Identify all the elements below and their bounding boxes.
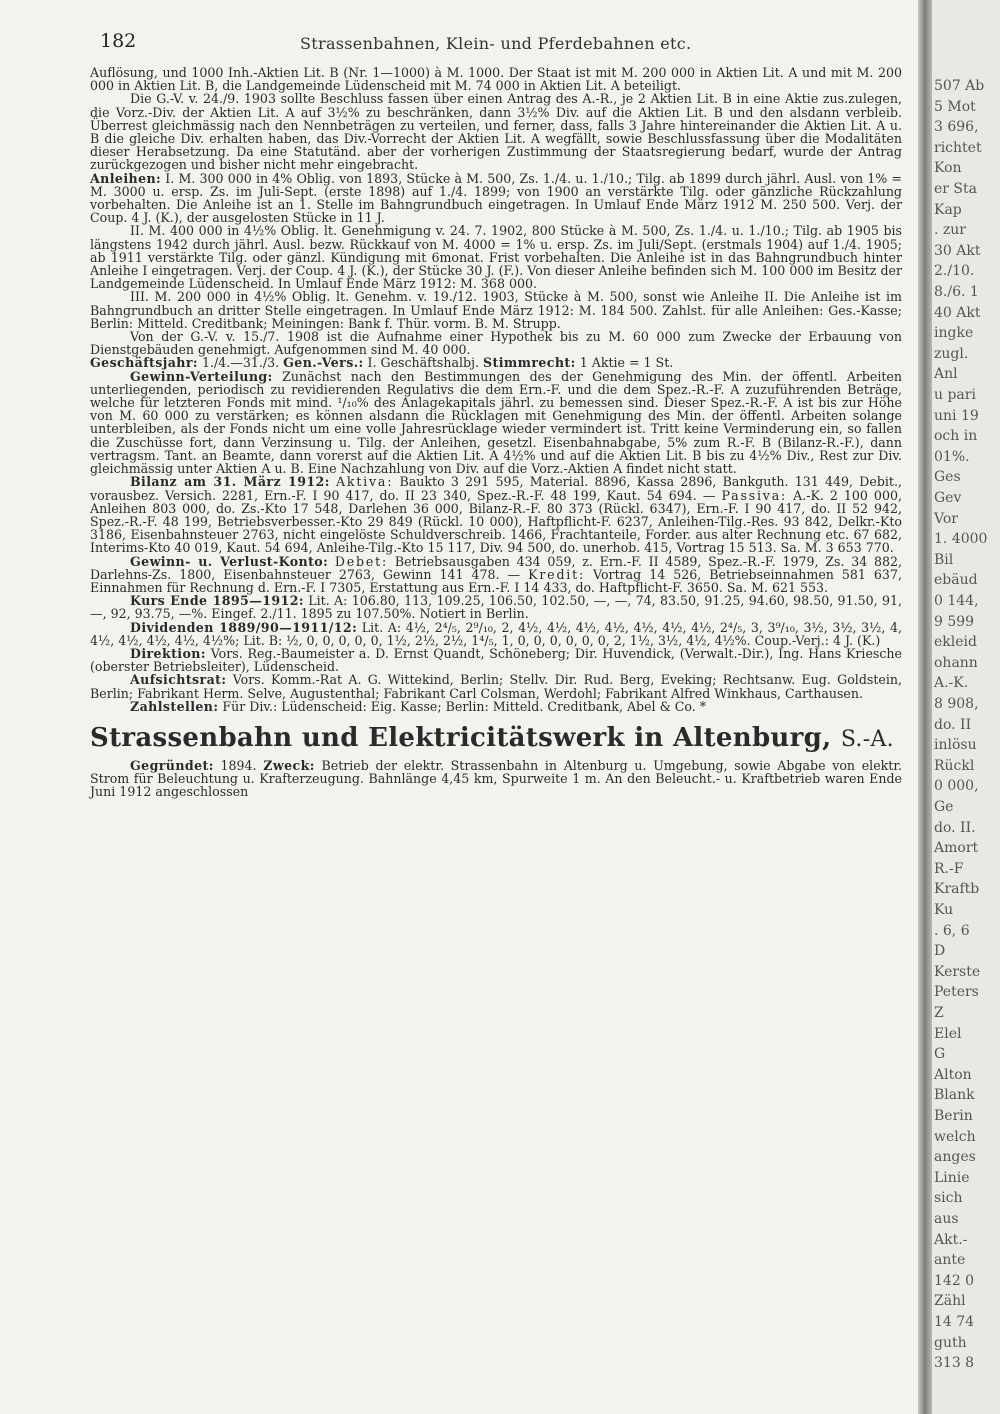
- direktion-text: Vors. Reg.-Baumeister a. D. Ernst Quandt, Schöneberg; Dir. Huvendick, (Verwalt.-Dir.), Ing. Hans Kriesche (oberster Betriebsleiter), Lüdenscheid.: [90, 645, 902, 675]
- next-page-fragment: anges: [934, 1149, 976, 1166]
- next-page-fragment: Peters: [934, 984, 979, 1001]
- next-page-fragment: Kraftb: [934, 881, 980, 898]
- next-page-fragment: Anl: [934, 366, 958, 383]
- anleihen-entry: [90, 172, 902, 225]
- next-page-fragment: 5 Mot: [934, 98, 976, 115]
- hypothek-paragraph: Von der G.-V. v. 15./7. 1908 ist die Aufnahme einer Hypothek bis zu M. 60 000 zum Zwecke der Erbauung von Dienstgebäuden genehmigt. Aufgenommen sind M. 40 000.: [90, 329, 902, 358]
- dividenden-label: Dividenden 1889/90—1911/12:: [130, 619, 358, 635]
- kurs-entry: [90, 594, 902, 620]
- next-page-fragment: Berin: [934, 1108, 973, 1124]
- aufsichtsrat-label: Aufsichtsrat:: [130, 672, 227, 688]
- kurs-label: Kurs Ende 1895—1912:: [130, 593, 304, 609]
- next-page-fragment: G: [934, 1046, 946, 1063]
- next-page-fragment: do. II: [934, 716, 972, 733]
- next-page-fragment: inlösu: [934, 737, 977, 754]
- next-page-edge: [932, 0, 1000, 1414]
- next-page-fragment: Ges: [934, 469, 961, 486]
- next-page-fragment: Ku: [934, 902, 954, 918]
- next-page-fragment: . zur: [934, 222, 966, 239]
- next-page-fragment: ekleid: [934, 634, 977, 651]
- next-page-fragment: Z: [934, 1005, 944, 1021]
- next-page-fragment: richtet: [934, 139, 982, 156]
- debet-text: Betriebsausgaben 434 059, z. Ern.-F. II 4589, Spez.-R.-F. 1979, Zs. 34 882, Darlehns-Zs. 1800, Eisenbahnsteuer 2763, Gewinn 141 478. —: [90, 553, 902, 582]
- next-page-fragment: Blank: [934, 1087, 975, 1104]
- next-page-fragment: Kon: [934, 160, 962, 177]
- next-page-fragment: Vor: [934, 510, 958, 527]
- gewinn-verteilung-text: Zunächst nach den Bestimmungen des der Genehmigung des Min. der öffentl. Arbeiten unterliegenden, periodisch zu revidierenden Regulativs die dem Ern.-F. und die dem Spez.-R.-F. A zuzuführenden Beträge, welche für letzteren Fonds mit mind. ¹/₁₀% des Anlagekapitals jährl. zu bemessen sind. Dieser Spez.-R.-F. A ist bis zur Höhe von M. 60 000 zu verstärken; es können alsdann die Rücklagen mit Genehmigung des Min. der öffentl. Arbeiten solange unterbleiben, als der Fonds nicht um eine volle Jahresrücklage wieder vermindert ist. Tritt keine Verminderung ein, so fallen die Zuschüsse fort, dann Verzinsung u. Tilg. der Anleihen, gesetzl. Eisenbahnabgabe, 5% zum R.-F. B (Bilanz-R.-F.), dann vertragsm. Tant. an Beamte, dann vorerst auf die Aktien Lit. A 4½% und auf die Aktien Lit. B bis zu 4½% Div., Rest zur Div. gleichmässig unter Aktien A u. B. Eine Nachzahlung von Div. auf die Vorz.-Aktien A findet nicht statt.: [90, 368, 902, 477]
- zahlstellen-text: Für Div.: Lüdenscheid: Eig. Kasse; Berlin: Mitteld. Creditbank, Abel & Co. *: [222, 698, 707, 714]
- next-page-fragment: Rückl: [934, 757, 975, 774]
- next-page-fragment: 8./6. 1: [934, 284, 979, 300]
- page-number: 182: [100, 30, 137, 52]
- next-page-fragment: Amort: [934, 840, 979, 857]
- gegruendet-entry: [90, 759, 902, 799]
- next-page-fragment: Kap: [934, 201, 962, 218]
- dividenden-entry: [90, 621, 902, 647]
- direktion-entry: [90, 647, 902, 673]
- running-head: Strassenbahnen, Klein- und Pferdebahnen etc.: [300, 34, 692, 53]
- next-page-fragment: aus: [934, 1211, 959, 1227]
- passiva-text: A.-K. 2 100 000, Anleihen 803 000, do. Zs.-Kto 17 548, Darlehen 36 000, Bilanz-R.-F. 80 373 (Rückl. 6347), Ern.-F. I 90 417, do. II 52 942, Spez.-R.-F. 48 199, Betriebsverbesser.-Kto 29 849 (Rückl. 10 000), Haftpflicht-F. 6237, Anleihen-Tilg.-Res. 93 842, Delkr.-Kto 3186, Eisenbahnsteuer 2763, nicht eingelöste Schuldverschreib. 1466, Frachtanteile, Forder. aus alter Rechnung etc. 67 682, Interims-Kto 40 019, Kaut. 54 694, Anleihe-Tilg.-Kto 15 117, Div. 94 500, do. unerhob. 415, Vortrag 15 513. Sa. M. 3 653 770.: [90, 487, 902, 556]
- next-page-fragment: Elel: [934, 1025, 962, 1042]
- guv-entry: [90, 555, 902, 595]
- gewinn-verteilung-entry: [90, 370, 902, 476]
- next-page-fragment: sich: [934, 1190, 963, 1207]
- book-gutter: [918, 0, 932, 1414]
- gegruendet-value: 1894.: [220, 757, 257, 773]
- kredit-text: Vortrag 14 526, Betriebseinnahmen 581 637, Einnahmen für Rechnung d. Ern.-F. I 7305, Erstattung aus Ern.-F. I 14 433, do. Haftpflicht-F. 3650. Sa. M. 621 553.: [90, 566, 902, 595]
- next-page-fragment: . 6, 6: [934, 922, 970, 939]
- anleihen-label: Anleihen:: [90, 170, 162, 186]
- next-page-fragment: Kerste: [934, 963, 981, 980]
- next-page-fragment: Gev: [934, 490, 962, 506]
- next-page-fragment: 3 696,: [934, 119, 979, 136]
- aufsichtsrat-text: Vors. Komm.-Rat A. G. Wittekind, Berlin; Stellv. Dir. Rud. Berg, Eveking; Rechtsanw. Eug. Goldstein, Berlin; Fabrikant Herm. Selve, Augustenthal; Fabrikant Carl Colsman, Werdohl; Fabrikant Alfred Winkhaus, Carthausen.: [90, 672, 902, 701]
- debet-label: Debet:: [334, 553, 389, 569]
- next-page-fragment: 40 Akt: [934, 304, 981, 321]
- intro-paragraph-1: Auflösung, und 1000 Inh.-Aktien Lit. B (Nr. 1—1000) à M. 1000. Der Staat ist mit M. 200 000 in Aktien Lit. A und mit M. 200 000 in Aktien Lit. B, die Landgemeinde Lüdenscheid mit M. 74 000 in Aktien Lit. A beteiligt.: [90, 65, 902, 94]
- anleihen-part3: III. M. 200 000 in 4½% Oblig. lt. Genehm. v. 19./12. 1903, Stücke à M. 500, sonst wie Anleihe II. Die Anleihe ist im Bahngrundbuch an dritter Stelle eingetragen. In Umlauf Ende März 1912: M. 184 500. Zahlst. für alle Anleihen: Ges.-Kasse; Berlin: Mitteld. Creditbank; Meiningen: Bank f. Thür. vorm. B. M. Strupp.: [90, 289, 902, 331]
- zahlstellen-label: Zahlstellen:: [130, 698, 219, 714]
- next-page-fragment: welch: [934, 1128, 976, 1145]
- next-page-fragment: Ge: [934, 799, 954, 815]
- guv-label: Gewinn- u. Verlust-Konto:: [130, 553, 329, 569]
- geschaeftsjahr-value: 1./4.—31./3.: [201, 355, 280, 371]
- next-page-fragment: Alton: [934, 1066, 972, 1083]
- next-page-fragment: er Sta: [934, 181, 977, 197]
- dividenden-text: Lit. A: 4½, 2⁴/₅, 2⁹/₁₀, 2, 4½, 4½, 4½, 4½, 4½, 4½, 4½, 2⁴/₅, 3, 3⁹/₁₀, 3½, 3½, 3½, 4, 4½, 4½, 4½, 4½, 4½%; Lit. B: ½, 0, 0, 0, 0, 0, 1½, 2½, 2½, 1⁴/₅, 1, 0, 0, 0, 0, 0, 0, 2, 1½, 3½, 4½, 4½%. Coup.-Verj.: 4 J. (K.): [90, 619, 902, 648]
- next-page-fragment: guth: [934, 1334, 967, 1351]
- intro-paragraph-2: Die G.-V. v. 24./9. 1903 sollte Beschluss fassen über einen Antrag des A.-R., je 2 Aktien Lit. B in eine Aktie zus.zulegen, die Vorz.-Div. der Aktien Lit. A auf 3½% zu beschränken, dann 3½% Div. auf die Aktien Lit. B und den alsdann verbleib. Überrest gleichmässig nach den Nennbeträgen zu verteilen, und ferner, dass, falls 3 Jahre hintereinander die Aktien Lit. A u. B die gleiche Div. erhalten haben, das Div.-Vorrecht der Aktien Lit. A wegfällt, sowie Beschlussfassung über die Modalitäten dieser Herabsetzung. Da eine Statutänd. aber der vorherigen Zustimmung der Staatsregierung bedarf, wurde der Antrag zurückgezogen und bisher nicht mehr eingebracht.: [90, 91, 902, 173]
- next-page-fragment: ante: [934, 1252, 966, 1269]
- next-page-fragment: 2./10.: [934, 263, 975, 280]
- next-page-fragment: Zähl: [934, 1293, 966, 1310]
- next-page-fragment: 8 908,: [934, 696, 979, 712]
- next-page-fragment: Linie: [934, 1169, 970, 1186]
- page-content: [90, 66, 902, 799]
- next-page-fragment: 1. 4000: [934, 531, 988, 548]
- kredit-label: Kredit:: [528, 566, 586, 582]
- gegruendet-label: Gegründet:: [130, 757, 214, 773]
- direktion-label: Direktion:: [130, 645, 206, 661]
- stimmrecht-label: Stimmrecht:: [483, 355, 576, 371]
- next-page-fragment: u pari: [934, 387, 976, 403]
- next-page-fragment: och in: [934, 428, 978, 445]
- next-page-fragment: 0 000,: [934, 778, 979, 795]
- genvers-value: I. Geschäftshalbj.: [367, 355, 479, 371]
- next-page-fragment: uni 19: [934, 407, 979, 424]
- next-page-fragment: 9 599: [934, 613, 975, 630]
- aktiva-label: Aktiva:: [336, 474, 394, 490]
- aktiva-text: Baukto 3 291 595, Material. 8896, Kassa 2896, Bankguth. 131 449, Debit., vorausbez. Versich. 2281, Ern.-F. I 90 417, do. II 23 340, Spez.-R.-F. 48 199, Kaut. 54 694. —: [90, 474, 902, 503]
- passiva-label: Passiva:: [721, 487, 788, 503]
- next-page-fragment: 142 0: [934, 1272, 975, 1289]
- section-title: [90, 723, 902, 755]
- next-page-fragment: Bil: [934, 551, 954, 568]
- geschaeftsjahr-label: Geschäftsjahr:: [90, 355, 198, 371]
- anleihen-part2: II. M. 400 000 in 4½% Oblig. lt. Genehmigung v. 24. 7. 1902, 800 Stücke à M. 500, Zs. 1./4. u. 1./10.; Tilg. ab 1905 bis längstens 1942 durch jährl. Ausl. bezw. Rückkauf von M. 4000 = 1% u. ersp. Zs. im Juli/Sept. (erstmals 1904) auf 1./4. 1905; ab 1911 verstärkte Tilg. oder gänzl. Kündigung mit 6monat. Frist vorbehalten. Die Anleihe ist in das Bahngrundbuch hinter Anleihe I eingetragen. Verj. der Coup. 4 J. (K.), der Stücke 30 J. (F.). Von dieser Anleihe befinden sich M. 100 000 im Besitz der Landgemeinde Lüdenscheid. In Umlauf Ende März 1912: M. 368 000.: [90, 223, 902, 292]
- next-page-fragment: 313 8: [934, 1355, 975, 1372]
- next-page-fragment: 01%.: [934, 448, 970, 465]
- next-page-fragment: ingke: [934, 325, 974, 342]
- next-page-fragment: Akt.-: [934, 1231, 968, 1248]
- bilanz-label: Bilanz am 31. März 1912:: [130, 474, 330, 490]
- next-page-fragment: D: [934, 943, 946, 960]
- next-page-fragment: ebäud: [934, 572, 978, 589]
- next-page-fragment: R.-F: [934, 860, 964, 877]
- zweck-label: Zweck:: [263, 757, 315, 773]
- zahlstellen-entry: [90, 700, 902, 713]
- kurs-text: Lit. A: 106.80, 113, 109.25, 106.50, 102.50, —, —, 74, 83.50, 91.25, 94.60, 98.50, 91.50, 91, —, 92, 93.75, —%. Eingef. 2./11. 1895 zu 107.50%. Notiert in Berlin.: [90, 593, 902, 622]
- section-title-main: Strassenbahn und Elektricitätswerk in Altenburg,: [90, 722, 832, 753]
- zweck-text: Betrieb der elektr. Strassenbahn in Altenburg u. Umgebung, sowie Abgabe von elektr. Strom für Beleuchtung u. Krafterzeugung. Bahnlänge 4,45 km, Spurweite 1 m. An den Beleucht.- u. Kraftbetrieb waren Ende Juni 1912 angeschlossen: [90, 757, 902, 800]
- bilanz-entry: [90, 475, 902, 554]
- next-page-fragment: ohann: [934, 654, 978, 671]
- aufsichtsrat-entry: [90, 673, 902, 699]
- anleihen-part1: I. M. 300 000 in 4% Oblig. von 1893, Stücke à M. 500, Zs. 1./4. u. 1./10.; Tilg. ab 1899 durch jährl. Ausl. von 1% = M. 3000 u. ersp. Zs. im Juli-Sept. (erste 1898) auf 1./4. 1899; von 1900 an verstärkte Tilg. oder gänzliche Rückzahlung vorbehalten. Die Anleihe ist an 1. Stelle im Bahngrundbuch eingetragen. In Umlauf Ende März 1912 M. 250 500. Verj. der Coup. 4 J. (K.), der ausgelosten Stücke in 11 J.: [90, 170, 902, 226]
- next-page-fragment: 507 Ab: [934, 78, 985, 94]
- next-page-fragment: do. II.: [934, 819, 976, 836]
- next-page-fragment: 0 144,: [934, 593, 979, 609]
- genvers-label: Gen.-Vers.:: [283, 355, 364, 371]
- section-title-suffix: S.-A.: [840, 726, 894, 752]
- next-page-fragment: A.-K.: [934, 675, 969, 692]
- next-page-fragment: 30 Akt: [934, 242, 981, 259]
- gewinn-verteilung-label: Gewinn-Verteilung:: [130, 368, 273, 384]
- stimmrecht-value: 1 Aktie = 1 St.: [579, 355, 674, 371]
- next-page-fragment: zugl.: [934, 345, 969, 362]
- next-page-fragment: 14 74: [934, 1314, 975, 1330]
